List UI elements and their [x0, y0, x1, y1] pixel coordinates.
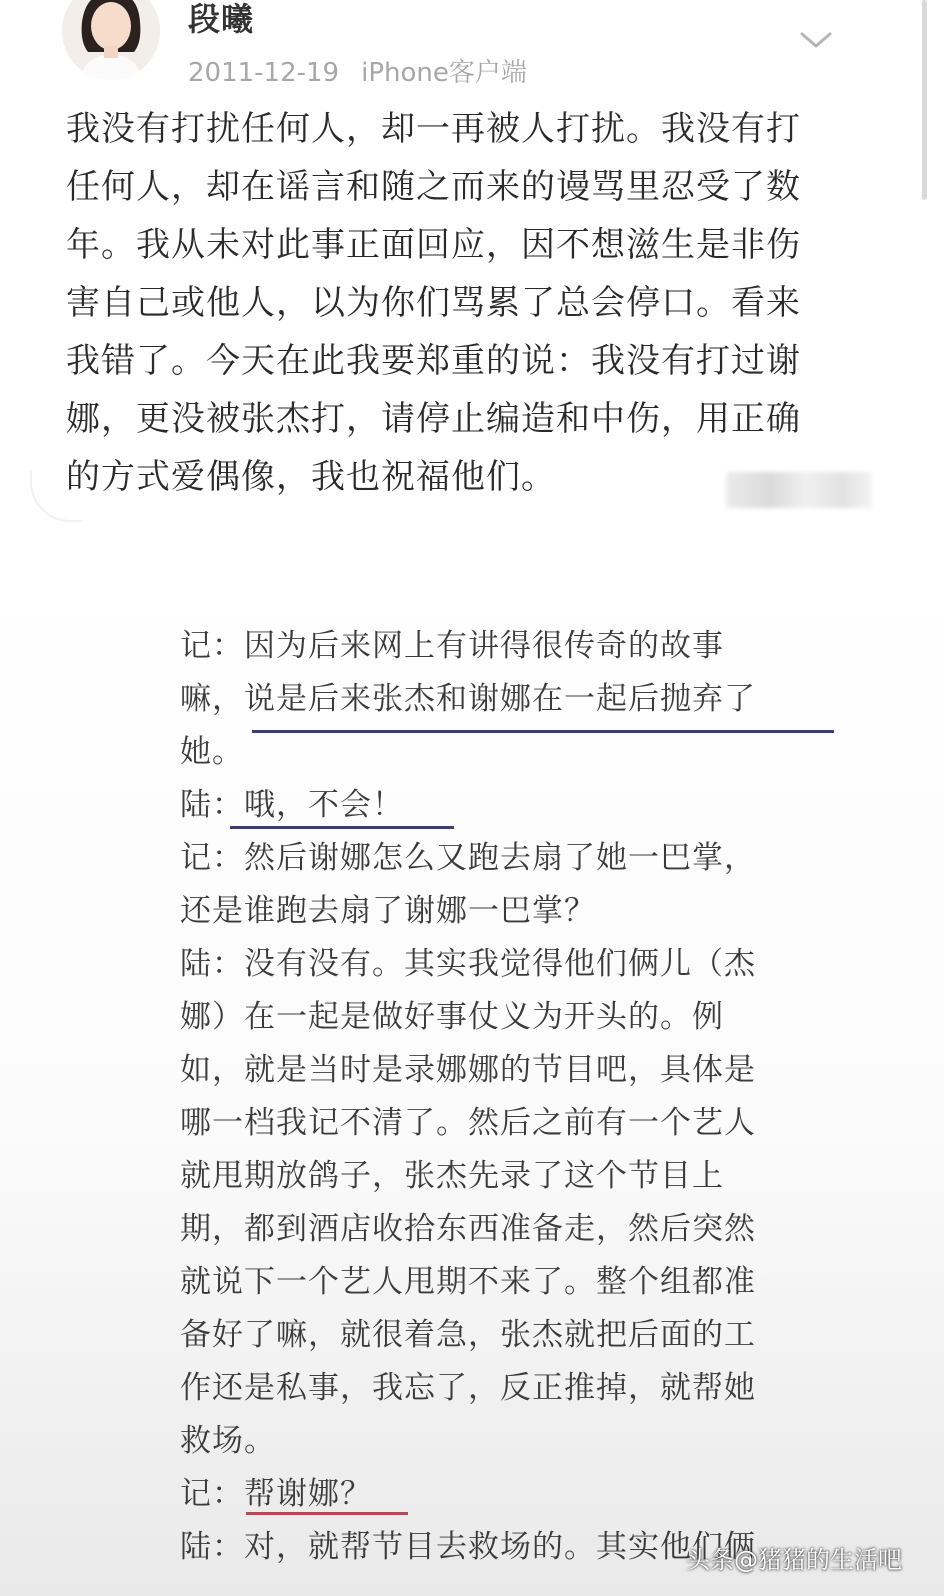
post-line: 娜，更没被张杰打，请停止编造和中伤，用正确: [66, 399, 801, 439]
transcript-line: 陆：哦，不会！: [180, 787, 404, 823]
scrollbar[interactable]: [922, 0, 927, 200]
post-client: iPhone客户端: [361, 58, 527, 88]
transcript-line: 哪一档我记不清了。然后之前有一个艺人: [180, 1105, 756, 1141]
highlight-underline-blue: [230, 826, 454, 829]
post-line: 我错了。今天在此我要郑重的说：我没有打过谢: [66, 341, 801, 381]
weibo-post-card: [0, 0, 944, 540]
post-line: 我没有打扰任何人，却一再被人打扰。我没有打: [66, 109, 801, 149]
transcript-line: 娜）在一起是做好事仗义为开头的。例: [180, 999, 724, 1035]
post-line: 任何人，却在谣言和随之而来的谩骂里忍受了数: [66, 167, 801, 207]
transcript-line: 记：帮谢娜？: [180, 1476, 372, 1512]
transcript-line: 就甩期放鸽子，张杰先录了这个节目上: [180, 1158, 724, 1194]
transcript-line: 陆：对，就帮节目去救场的。其实他们俩: [180, 1529, 756, 1565]
transcript-line: 记：因为后来网上有讲得很传奇的故事: [180, 628, 724, 664]
interview-transcript: [180, 620, 820, 1574]
transcript-line: 还是谁跑去扇了谢娜一巴掌？: [180, 893, 596, 929]
post-body: [66, 100, 866, 506]
transcript-line: 陆：没有没有。其实我觉得他们俩儿（杰: [180, 946, 756, 982]
card-border-decoration: [30, 470, 82, 522]
watermark: 头条@猪猪的生活吧: [686, 1546, 902, 1574]
transcript-line: 如，就是当时是录娜娜的节目吧，具体是: [180, 1052, 756, 1088]
avatar[interactable]: [62, 0, 160, 80]
post-line: 害自己或他人，以为你们骂累了总会停口。看来: [66, 283, 801, 323]
transcript-line: 救场。: [180, 1423, 276, 1459]
post-meta: [188, 52, 527, 89]
transcript-line: 嘛，说是后来张杰和谢娜在一起后抛弃了: [180, 681, 756, 717]
username[interactable]: 段曦: [188, 0, 255, 38]
transcript-line: 作还是私事，我忘了，反正推掉，就帮她: [180, 1370, 756, 1406]
post-line: 年。我从未对此事正面回应，因不想滋生是非伤: [66, 225, 801, 265]
transcript-line: 记：然后谢娜怎么又跑去扇了她一巴掌，: [180, 840, 756, 876]
transcript-line: 就说下一个艺人甩期不来了。整个组都准: [180, 1264, 756, 1300]
transcript-line: 她。: [180, 734, 244, 770]
highlight-underline-blue: [252, 730, 834, 733]
post-date: 2011-12-19: [188, 58, 340, 88]
avatar-portrait-icon: [62, 0, 160, 80]
highlight-underline-red: [246, 1512, 408, 1515]
transcript-line: 备好了嘛，就很着急，张杰就把后面的工: [180, 1317, 756, 1353]
chevron-down-icon[interactable]: [798, 26, 834, 54]
transcript-line: 期，都到酒店收拾东西准备走，然后突然: [180, 1211, 756, 1247]
post-line: 的方式爱偶像，我也祝福他们。: [66, 457, 556, 497]
blurred-region: [726, 472, 872, 508]
